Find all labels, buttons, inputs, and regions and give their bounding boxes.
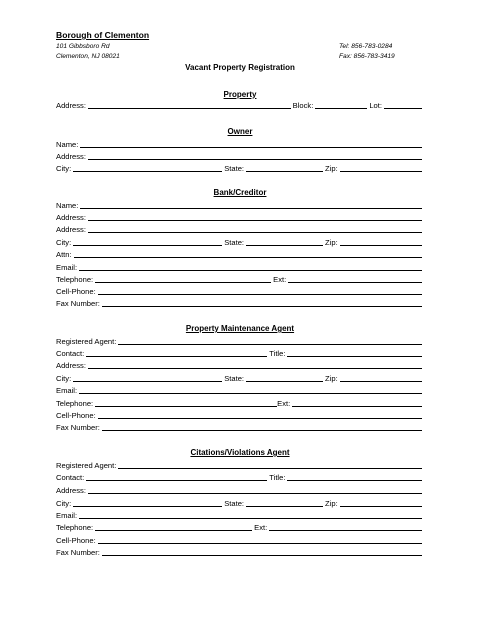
document-title: Vacant Property Registration: [185, 63, 295, 72]
address-label: Address:: [56, 486, 86, 495]
bank-name-row: [56, 200, 422, 210]
telephone-label: Telephone:: [56, 399, 94, 408]
state-label: State:: [224, 238, 245, 247]
bank-zip-field[interactable]: [340, 245, 422, 246]
cit-telephone-field[interactable]: [95, 530, 252, 531]
maint-city-row: [56, 373, 422, 383]
fax-label: Fax Number:: [56, 299, 100, 308]
owner-address-row: [56, 151, 422, 161]
bank-address-row: [56, 212, 422, 222]
section-heading-owner: Owner: [227, 127, 253, 136]
zip-label: Zip:: [325, 164, 338, 173]
maint-contact-row: [56, 348, 422, 358]
section-heading-property: Property: [223, 90, 257, 99]
maint-title-field[interactable]: [287, 356, 422, 357]
maint-city-field[interactable]: [73, 381, 222, 382]
cit-fax-field[interactable]: [102, 555, 422, 556]
cit-email-row: [56, 510, 422, 520]
cell-phone-label: Cell-Phone:: [56, 287, 96, 296]
telephone-number: Tel: 856-783-0284: [339, 43, 393, 50]
maint-ext-field[interactable]: [292, 406, 422, 407]
property-address-row: [56, 100, 422, 110]
ext-label: Ext:: [277, 399, 291, 408]
contact-label: Contact:: [56, 473, 85, 482]
title-label: Title:: [269, 349, 286, 358]
bank-cell-row: [56, 286, 422, 296]
cit-telephone-row: [56, 522, 422, 532]
lot-field[interactable]: [384, 108, 422, 109]
section-heading-maintenance-agent: Property Maintenance Agent: [185, 324, 295, 333]
bank-address2-field[interactable]: [88, 232, 422, 233]
city-address: Clementon, NJ 08021: [56, 53, 120, 60]
bank-email-row: [56, 262, 422, 272]
maint-agent-field[interactable]: [118, 344, 422, 345]
ext-label: Ext:: [273, 275, 287, 284]
cell-phone-label: Cell-Phone:: [56, 536, 96, 545]
bank-attn-row: [56, 249, 422, 259]
bank-telephone-field[interactable]: [95, 282, 271, 283]
maint-cell-field[interactable]: [98, 418, 422, 419]
address-field[interactable]: [88, 108, 291, 109]
bank-cell-field[interactable]: [98, 294, 422, 295]
email-label: Email:: [56, 386, 78, 395]
zip-label: Zip:: [325, 499, 338, 508]
cit-address-row: [56, 485, 422, 495]
maint-zip-field[interactable]: [340, 381, 422, 382]
maint-telephone-field[interactable]: [95, 406, 277, 407]
maint-agent-row: [56, 336, 422, 346]
city-label: City:: [56, 374, 72, 383]
bank-state-field[interactable]: [246, 245, 323, 246]
cit-fax-row: [56, 547, 422, 557]
cit-state-field[interactable]: [246, 506, 323, 507]
bank-email-field[interactable]: [79, 270, 422, 271]
email-label: Email:: [56, 263, 78, 272]
name-label: Name:: [56, 140, 79, 149]
owner-city-row: [56, 163, 422, 173]
name-label: Name:: [56, 201, 79, 210]
owner-name-row: [56, 139, 422, 149]
bank-fax-row: [56, 298, 422, 308]
maint-cell-row: [56, 410, 422, 420]
cit-city-field[interactable]: [73, 506, 222, 507]
fax-label: Fax Number:: [56, 423, 100, 432]
owner-state-field[interactable]: [246, 171, 323, 172]
maint-email-field[interactable]: [79, 393, 422, 394]
telephone-label: Telephone:: [56, 275, 94, 284]
telephone-label: Telephone:: [56, 523, 94, 532]
cit-cell-row: [56, 535, 422, 545]
cit-zip-field[interactable]: [340, 506, 422, 507]
registered-agent-label: Registered Agent:: [56, 337, 117, 346]
maint-contact-field[interactable]: [86, 356, 267, 357]
title-label: Title:: [269, 473, 286, 482]
maint-address-field[interactable]: [88, 368, 422, 369]
owner-city-field[interactable]: [73, 171, 222, 172]
address-label: Address:: [56, 213, 86, 222]
email-label: Email:: [56, 511, 78, 520]
state-label: State:: [224, 164, 245, 173]
cit-email-field[interactable]: [79, 518, 422, 519]
cell-phone-label: Cell-Phone:: [56, 411, 96, 420]
address-label: Address:: [56, 225, 86, 234]
registered-agent-label: Registered Agent:: [56, 461, 117, 470]
block-label: Block:: [292, 101, 314, 110]
zip-label: Zip:: [325, 374, 338, 383]
maint-address-row: [56, 360, 422, 370]
borough-name: Borough of Clementon: [56, 30, 150, 40]
zip-label: Zip:: [325, 238, 338, 247]
block-field[interactable]: [315, 108, 367, 109]
cit-title-field[interactable]: [287, 480, 422, 481]
owner-name-field[interactable]: [80, 147, 422, 148]
bank-ext-field[interactable]: [288, 282, 422, 283]
bank-address2-row: [56, 224, 422, 234]
maint-email-row: [56, 385, 422, 395]
fax-label: Fax Number:: [56, 548, 100, 557]
address-label: Address:: [56, 361, 86, 370]
address-label: Address:: [56, 101, 86, 110]
ext-label: Ext:: [254, 523, 268, 532]
address-label: Address:: [56, 152, 86, 161]
maint-fax-field[interactable]: [102, 430, 422, 431]
bank-name-field[interactable]: [80, 208, 422, 209]
bank-city-row: [56, 237, 422, 247]
section-heading-bank: Bank/Creditor: [213, 188, 267, 197]
maint-telephone-row: [56, 398, 422, 408]
bank-address-field[interactable]: [88, 220, 422, 221]
cit-ext-field[interactable]: [269, 530, 422, 531]
maint-state-field[interactable]: [246, 381, 323, 382]
attn-label: Attn:: [56, 250, 72, 259]
street-address: 101 Gibbsboro Rd: [56, 43, 110, 50]
state-label: State:: [224, 374, 245, 383]
cit-contact-row: [56, 472, 422, 482]
cit-contact-field[interactable]: [86, 480, 267, 481]
bank-fax-field[interactable]: [102, 306, 422, 307]
city-label: City:: [56, 238, 72, 247]
bank-city-field[interactable]: [73, 245, 222, 246]
owner-address-field[interactable]: [88, 159, 422, 160]
contact-label: Contact:: [56, 349, 85, 358]
cit-city-row: [56, 498, 422, 508]
cit-agent-row: [56, 460, 422, 470]
cit-address-field[interactable]: [88, 493, 422, 494]
owner-zip-field[interactable]: [340, 171, 422, 172]
bank-attn-field[interactable]: [74, 257, 422, 258]
section-heading-citations-agent: Citations/Violations Agent: [190, 448, 290, 457]
city-label: City:: [56, 164, 72, 173]
city-label: City:: [56, 499, 72, 508]
maint-fax-row: [56, 422, 422, 432]
lot-label: Lot:: [369, 101, 382, 110]
bank-telephone-row: [56, 274, 422, 284]
cit-cell-field[interactable]: [98, 543, 422, 544]
cit-agent-field[interactable]: [118, 468, 422, 469]
fax-number: Fax: 856-783-3419: [339, 53, 395, 60]
state-label: State:: [224, 499, 245, 508]
